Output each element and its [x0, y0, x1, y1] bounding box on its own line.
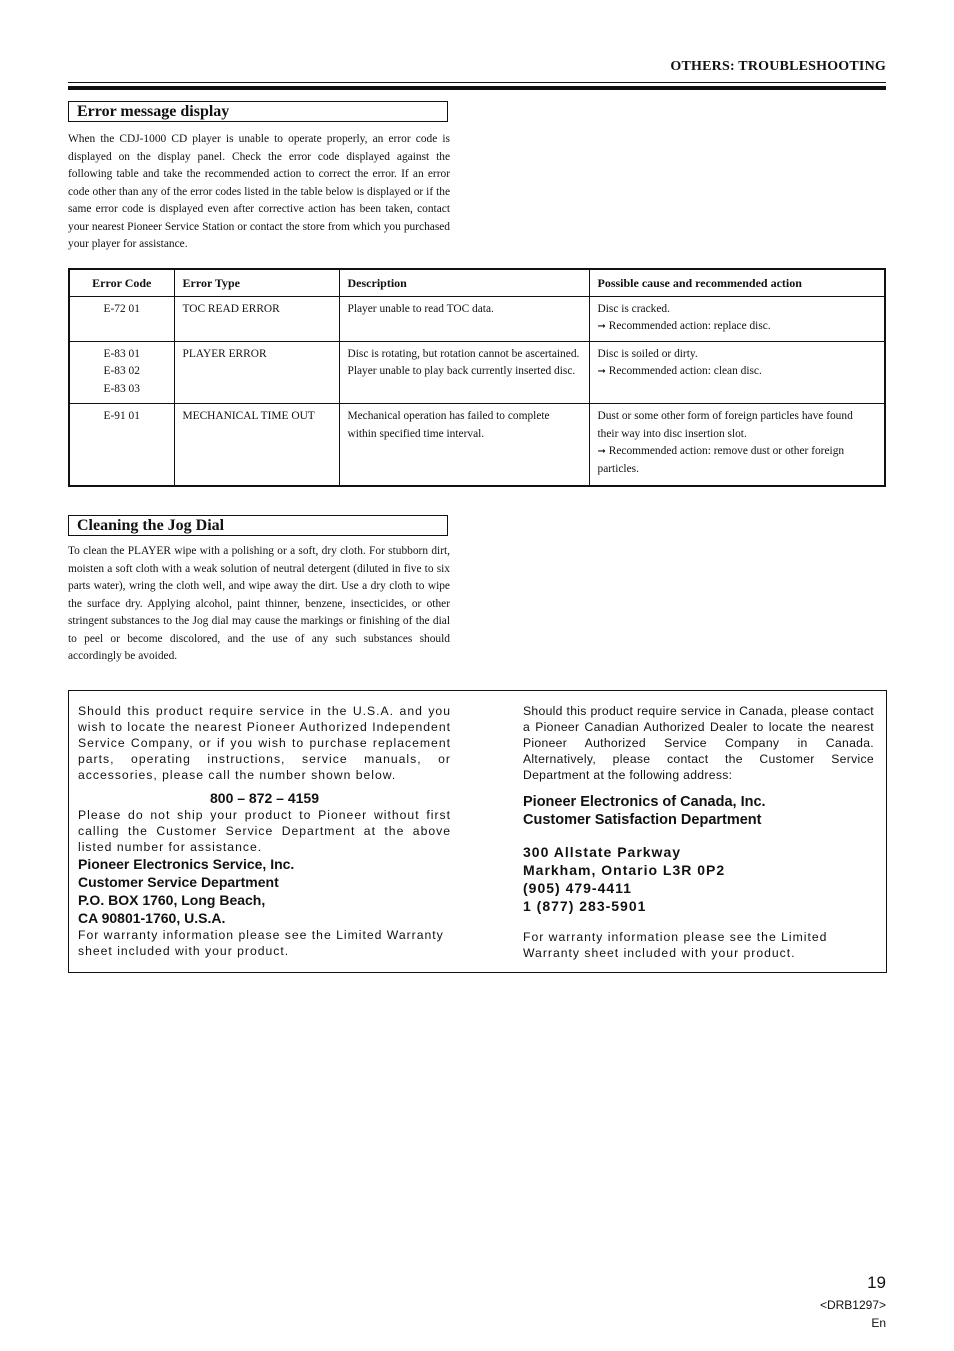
description-cell: Player unable to read TOC data. [339, 296, 589, 341]
header-rule-thin [68, 82, 886, 83]
service-usa-address-line1: P.O. BOX 1760, Long Beach, [78, 892, 266, 908]
service-canada-address-line2: Markham, Ontario L3R 0P2 [523, 862, 726, 878]
cause-cell: Disc is cracked. ➞ Recommended action: replace disc. [589, 296, 885, 341]
service-usa-company: Pioneer Electronics Service, Inc. [78, 856, 295, 872]
error-code-cell: E-83 01 E-83 02 E-83 03 [69, 341, 174, 404]
arrow-right-icon: ➞ [597, 321, 606, 332]
error-type-cell: PLAYER ERROR [174, 341, 339, 404]
cleaning-section-heading: Cleaning the Jog Dial [68, 515, 448, 536]
error-type-cell: TOC READ ERROR [174, 296, 339, 341]
service-canada-phone1: (905) 479-4411 [523, 880, 632, 896]
service-usa-phone: 800 – 872 – 4159 [210, 790, 319, 806]
table-header-row [69, 269, 885, 296]
table-row [69, 404, 885, 486]
service-usa-address-line2: CA 90801-1760, U.S.A. [78, 910, 226, 926]
error-code-cell: E-91 01 [69, 404, 174, 486]
error-type-cell: MECHANICAL TIME OUT [174, 404, 339, 486]
service-usa-intro: Should this product require service in the U.S.A. and you wish to locate the nearest Pioneer Authorized Independent Service Company, or if you wish to purchase replacement parts, operating instructions, service manuals, or accessories, please call the number shown below. [78, 704, 451, 782]
service-canada-phone2: 1 (877) 283-5901 [523, 898, 647, 914]
service-usa-note: Please do not ship your product to Pioneer without first calling the Customer Service Department at the above listed number for assistance. [78, 808, 451, 854]
service-usa-column [78, 703, 451, 959]
arrow-right-icon: ➞ [597, 446, 606, 457]
service-canada-warranty: For warranty information please see the Limited Warranty sheet included with your product. [523, 930, 828, 960]
error-section-paragraph: When the CDJ-1000 CD player is unable to operate properly, an error code is displayed on the display panel. Check the error code displayed against the following table and take the recommended action to correct the error. If an error code other than any of the error codes listed in the table below is displayed or if the same error code is displayed even after corrective action has been taken, contact your nearest Pioneer Service Station or contact the store from which you purchased your player for assistance. [68, 133, 450, 250]
error-section-heading: Error message display [68, 101, 448, 122]
service-info-box [68, 690, 887, 973]
service-usa-department: Customer Service Department [78, 874, 279, 890]
cleaning-section-paragraph: To clean the PLAYER wipe with a polishing or a soft, dry cloth. For stubborn dirt, moisten a soft cloth with a weak solution of neutral detergent (diluted in five to six parts water), wring the cloth well, and wipe away the dirt. Use a dry cloth to wipe the surface dry. Applying alcohol, paint thinner, benzene, insecticides, or other stringent substances to the Jog dial may cause the markings or finishing of the dial to peel or become discolored, and the use of any such substances should accordingly be avoided. [68, 545, 450, 662]
error-code-table [68, 268, 886, 487]
language-code: En [871, 1316, 886, 1330]
service-canada-department: Customer Satisfaction Department [523, 812, 762, 828]
header-description: Description [339, 269, 589, 296]
cause-cell: Disc is soiled or dirty. ➞ Recommended action: clean disc. [589, 341, 885, 404]
error-code-cell: E-72 01 [69, 296, 174, 341]
header-rule-thick [68, 86, 886, 90]
cause-cell: Dust or some other form of foreign particles have found their way into disc insertion slot. ➞ Recommended action: remove dust or other foreign particles. [589, 404, 885, 486]
description-cell: Mechanical operation has failed to complete within specified time interval. [339, 404, 589, 486]
table-row [69, 341, 885, 404]
service-canada-company: Pioneer Electronics of Canada, Inc. [523, 794, 766, 810]
service-canada-address-line1: 300 Allstate Parkway [523, 844, 682, 860]
header-error-type: Error Type [174, 269, 339, 296]
page-number: 19 [867, 1273, 886, 1292]
table-row [69, 296, 885, 341]
document-id: <DRB1297> [819, 1298, 886, 1312]
arrow-right-icon: ➞ [597, 366, 606, 377]
service-canada-intro: Should this product require service in Canada, please contact a Pioneer Canadian Authorized Dealer to locate the nearest Pioneer Authorized Service Company in Canada. Alternatively, please contact the Customer Service Department at the following address: [523, 704, 874, 782]
description-cell: Disc is rotating, but rotation cannot be ascertained. Player unable to play back currently inserted disc. [339, 341, 589, 404]
header-error-code: Error Code [69, 269, 174, 296]
service-usa-warranty: For warranty information please see the Limited Warranty sheet included with your product. [78, 928, 444, 958]
section-header-title: OTHERS: TROUBLESHOOTING [670, 59, 886, 74]
header-possible-cause: Possible cause and recommended action [589, 269, 885, 296]
service-canada-column [523, 703, 874, 961]
